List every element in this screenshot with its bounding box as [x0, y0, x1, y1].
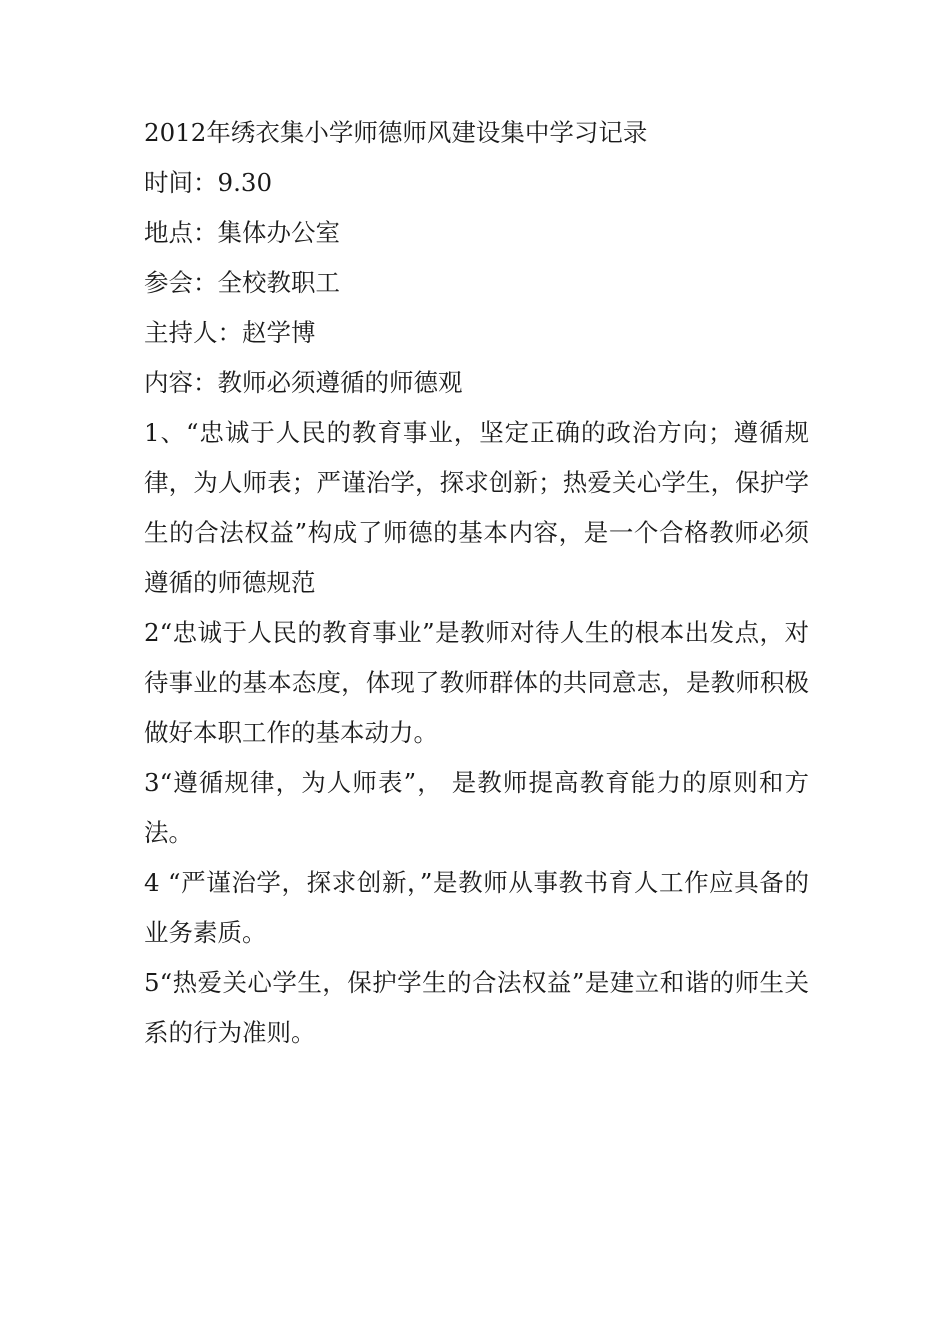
document-title: 2012年绣衣集小学师德师风建设集中学习记录 [144, 118, 648, 147]
document-body [144, 108, 809, 1058]
paragraph-2: 2“忠诚于人民的教育事业”是教师对待人生的根本出发点，对待事业的基本态度，体现了教师群体的共同意志，是教师积极做好本职工作的基本动力。 [144, 618, 809, 747]
meeting-attendees: 参会：全校教职工 [144, 268, 340, 297]
meeting-host: 主持人：赵学博 [144, 318, 316, 347]
content-heading: 内容：教师必须遵循的师德观 [144, 368, 463, 397]
meeting-location: 地点：集体办公室 [144, 218, 340, 247]
meeting-time: 时间：9.30 [144, 168, 273, 197]
paragraph-4: 4 “严谨治学，探求创新，”是教师从事教书育人工作应具备的业务素质。 [144, 868, 809, 947]
paragraph-5: 5“热爱关心学生，保护学生的合法权益”是建立和谐的师生关系的行为准则。 [144, 968, 809, 1047]
paragraph-3: 3“遵循规律，为人师表”， 是教师提高教育能力的原则和方法。 [144, 768, 809, 847]
paragraph-1: 1、“忠诚于人民的教育事业，坚定正确的政治方向；遵循规律，为人师表；严谨治学，探求创新；热爱关心学生，保护学生的合法权益”构成了师德的基本内容，是一个合格教师必须遵循的师德规范 [144, 418, 809, 597]
